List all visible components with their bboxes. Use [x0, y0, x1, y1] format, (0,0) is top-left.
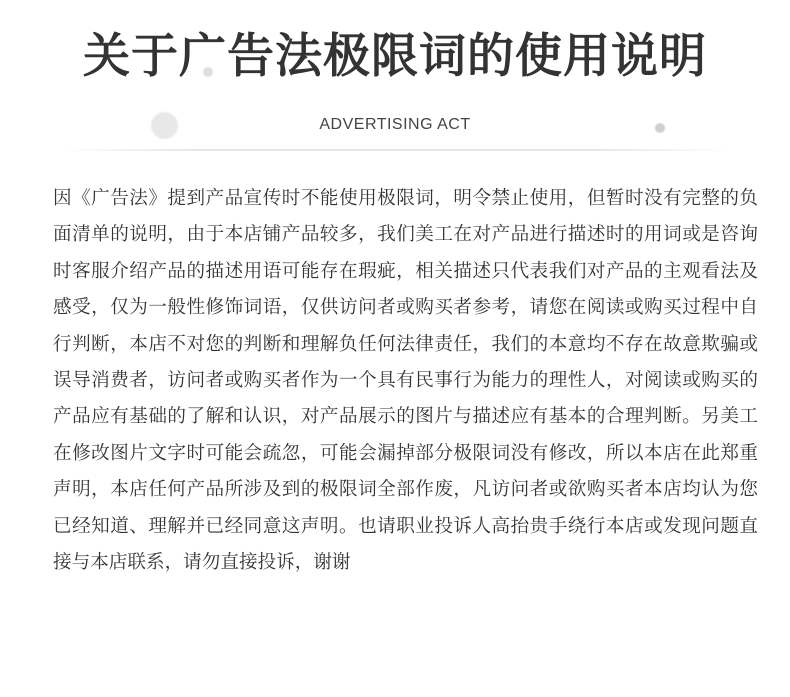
page-subtitle: ADVERTISING ACT: [319, 116, 471, 133]
header-divider: [60, 149, 730, 151]
notice-paragraph: 因《广告法》提到产品宣传时不能使用极限词，明令禁止使用，但暂时没有完整的负面清单的说明，由于本店铺产品较多，我们美工在对产品进行描述时的用词或是咨询时客服介绍产品的描述用语可能存在瑕疵，相关描述只代表我们对产品的主观看法及感受，仅为一般性修饰词语，仅供访问者或购买者参考，请您在阅读或购买过程中自行判断，本店不对您的判断和理解负任何法律责任，我们的本意均不存在故意欺骗或误导消费者，访问者或购买者作为一个具有民事行为能力的理性人，对阅读或购买的产品应有基础的了解和认识，对产品展示的图片与描述应有基本的合理判断。另美工在修改图片文字时可能会疏忽，可能会漏掉部分极限词没有修改，所以本店在此郑重声明，本店任何产品所涉及到的极限词全部作废，凡访问者或欲购买者本店均认为您已经知道、理解并已经同意这声明。也请职业投诉人高抬贵手绕行本店或发现问题直接与本店联系，请勿直接投诉，谢谢: [53, 188, 758, 574]
page-title: 关于广告法极限词的使用说明: [83, 29, 707, 84]
